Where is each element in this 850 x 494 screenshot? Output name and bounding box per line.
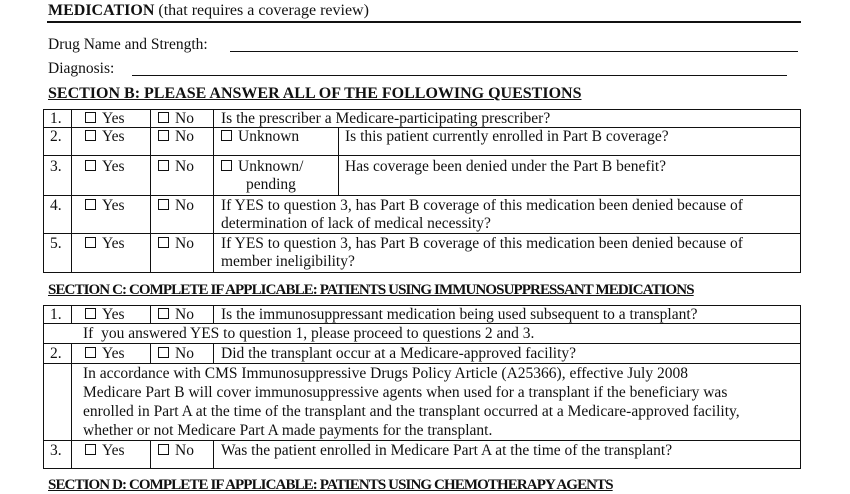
yes-label: Yes: [102, 158, 125, 175]
yes-label: Yes: [102, 235, 125, 252]
drug-label: Drug Name and Strength:: [48, 36, 208, 53]
checkbox-icon[interactable]: [85, 112, 96, 123]
no-label: No: [175, 345, 194, 362]
c-q1-num: 1.: [50, 306, 62, 323]
unknown-label: Unknown/: [238, 158, 304, 175]
yes-label: Yes: [102, 306, 125, 323]
checkbox-icon[interactable]: [158, 308, 169, 319]
diagnosis-field[interactable]: [132, 75, 787, 76]
yes-label: Yes: [102, 345, 125, 362]
b-q1-yes[interactable]: [85, 110, 125, 128]
yes-label: Yes: [102, 197, 125, 214]
no-label: No: [175, 110, 194, 127]
yes-label: Yes: [102, 128, 125, 145]
checkbox-icon[interactable]: [158, 130, 169, 141]
b-q4-text-line1: If YES to question 3, has Part B coverage of this medication been denied because of: [221, 197, 743, 214]
checkbox-icon[interactable]: [158, 112, 169, 123]
b-q5-num: 5.: [50, 235, 62, 252]
no-label: No: [175, 197, 194, 214]
checkbox-icon[interactable]: [221, 160, 232, 171]
checkbox-icon[interactable]: [158, 444, 169, 455]
medication-heading: [48, 2, 369, 20]
b-q2-no[interactable]: [158, 128, 194, 146]
b-q2-text: Is this patient currently enrolled in Part B coverage?: [345, 128, 669, 145]
c-q2-no[interactable]: [158, 345, 194, 363]
yes-label: Yes: [102, 442, 125, 459]
header-rule: [47, 21, 801, 23]
b-q2-yes[interactable]: [85, 128, 125, 146]
c-q1-yes[interactable]: [85, 306, 125, 324]
b-q1-no[interactable]: [158, 110, 194, 128]
section-c-title: SECTION C: COMPLETE IF APPLICABLE: PATIENTS USING IMMUNOSUPPRESSANT MEDICATIONS: [48, 282, 694, 298]
section-b-title: SECTION B: PLEASE ANSWER ALL OF THE FOLLOWING QUESTIONS: [48, 85, 582, 102]
no-label: No: [175, 128, 194, 145]
b-q3-text: Has coverage been denied under the Part B benefit?: [345, 158, 667, 175]
b-q3-unknown[interactable]: [221, 158, 303, 176]
drug-name-field[interactable]: [230, 51, 798, 52]
checkbox-icon[interactable]: [85, 199, 96, 210]
b-q3-no[interactable]: [158, 158, 194, 176]
checkbox-icon[interactable]: [158, 199, 169, 210]
checkbox-icon[interactable]: [158, 237, 169, 248]
c-policy-line1: In accordance with CMS Immunosuppressive Drugs Policy Article (A25366), effective July 2008: [83, 365, 688, 382]
b-q4-yes[interactable]: [85, 197, 125, 215]
checkbox-icon[interactable]: [85, 347, 96, 358]
c-q1-no[interactable]: [158, 306, 194, 324]
checkbox-icon[interactable]: [85, 308, 96, 319]
section-d-title: SECTION D: COMPLETE IF APPLICABLE: PATIENTS USING CHEMOTHERAPY AGENTS: [48, 477, 613, 493]
b-q3-pending: pending: [246, 176, 296, 193]
b-q1-text: Is the prescriber a Medicare-participating prescriber?: [221, 110, 551, 127]
c-policy-line2: Medicare Part B will cover immunosuppressive agents when used for a transplant if the beneficiary was: [83, 384, 728, 401]
checkbox-icon[interactable]: [85, 160, 96, 171]
no-label: No: [175, 306, 194, 323]
c-policy-line4: whether or not Medicare Part A made payments for the transplant.: [83, 422, 493, 439]
b-q4-no[interactable]: [158, 197, 194, 215]
no-label: No: [175, 235, 194, 252]
medication-title: MEDICATION: [48, 2, 155, 19]
checkbox-icon[interactable]: [85, 130, 96, 141]
b-q5-text-line1: If YES to question 3, has Part B coverage of this medication been denied because of: [221, 235, 743, 252]
b-q5-text-line2: member ineligibility?: [221, 253, 355, 270]
c-q1-text: Is the immunosuppressant medication being used subsequent to a transplant?: [221, 306, 698, 323]
checkbox-icon[interactable]: [158, 160, 169, 171]
no-label: No: [175, 442, 194, 459]
yes-label: Yes: [102, 110, 125, 127]
checkbox-icon[interactable]: [85, 444, 96, 455]
b-q1-num: 1.: [50, 110, 62, 127]
diagnosis-label: Diagnosis:: [48, 60, 115, 77]
b-q4-num: 4.: [50, 197, 62, 214]
b-q5-no[interactable]: [158, 235, 194, 253]
b-q3-num: 3.: [50, 158, 62, 175]
b-q5-yes[interactable]: [85, 235, 125, 253]
c-q3-num: 3.: [50, 442, 62, 459]
c-q3-text: Was the patient enrolled in Medicare Part A at the time of the transplant?: [221, 442, 673, 459]
b-q2-unknown[interactable]: [221, 128, 299, 146]
checkbox-icon[interactable]: [85, 237, 96, 248]
c-policy-line3: enrolled in Part A at the time of the transplant and the transplant occurred at a Medicare-approved facility,: [83, 403, 740, 420]
c-note: If you answered YES to question 1, please proceed to questions 2 and 3.: [83, 325, 535, 342]
b-q2-num: 2.: [50, 128, 62, 145]
c-q3-no[interactable]: [158, 442, 194, 460]
b-q4-text-line2: determination of lack of medical necessity?: [221, 215, 491, 232]
c-q2-yes[interactable]: [85, 345, 125, 363]
unknown-label: Unknown: [238, 128, 300, 145]
no-label: No: [175, 158, 194, 175]
checkbox-icon[interactable]: [158, 347, 169, 358]
checkbox-icon[interactable]: [221, 130, 232, 141]
c-q2-text: Did the transplant occur at a Medicare-approved facility?: [221, 345, 577, 362]
c-q2-num: 2.: [50, 345, 62, 362]
medication-note: (that requires a coverage review): [158, 2, 369, 19]
c-q3-yes[interactable]: [85, 442, 125, 460]
b-q3-yes[interactable]: [85, 158, 125, 176]
